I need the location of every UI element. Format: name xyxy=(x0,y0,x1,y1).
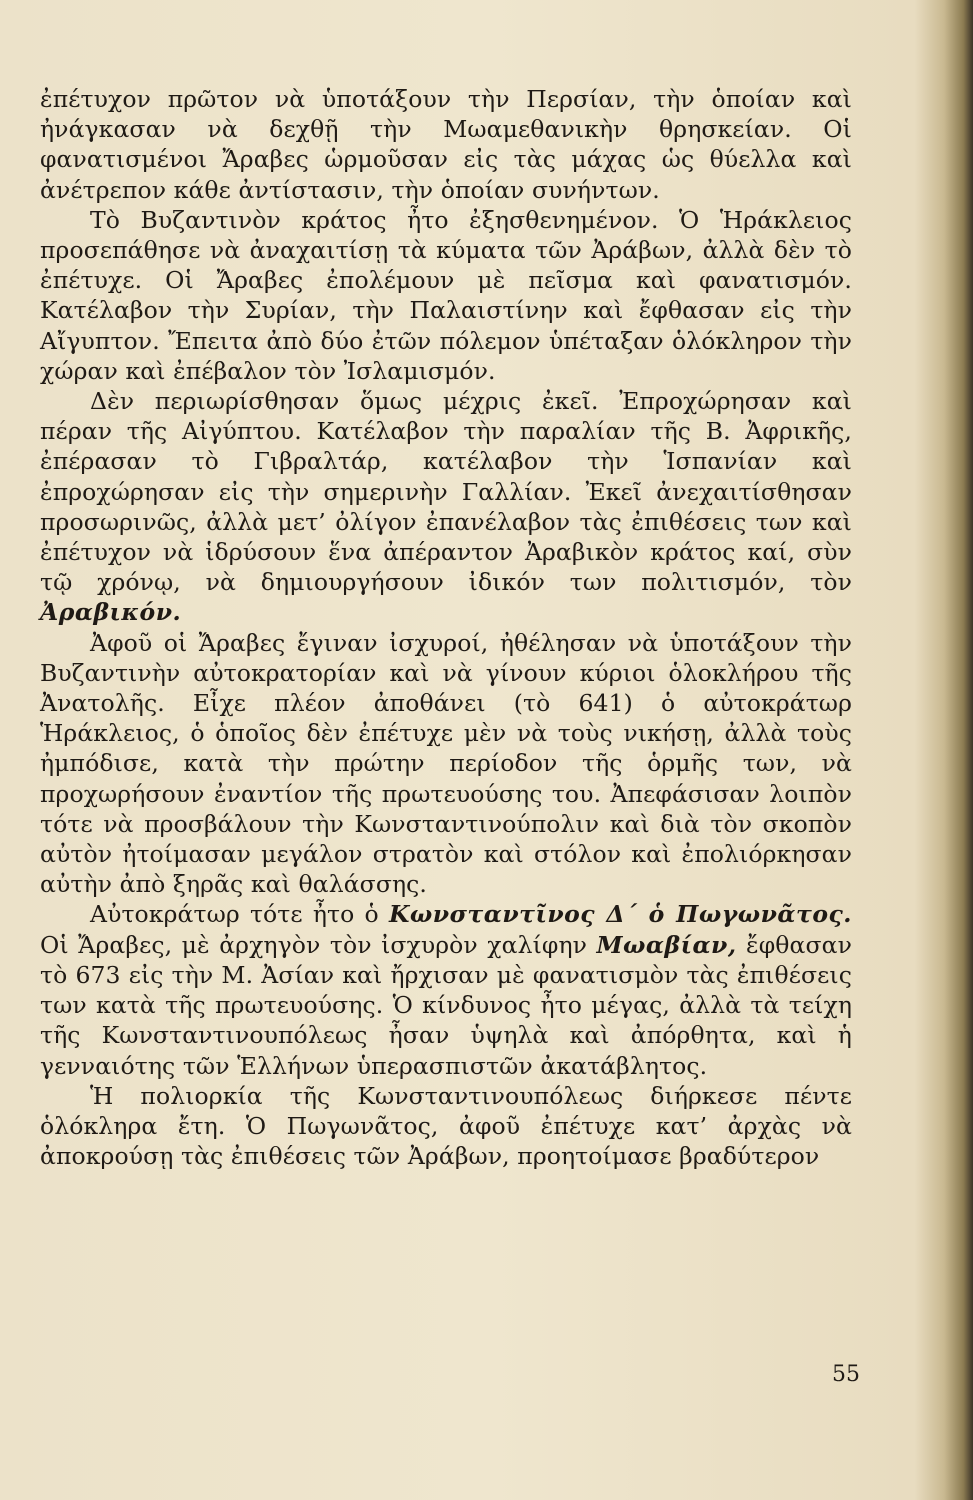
emphasized-term: Κωνσταντῖνος Δ΄ ὁ Πωγωνᾶτος. xyxy=(389,900,852,929)
text-run: Ἀφοῦ οἱ Ἄραβες ἔγιναν ἰσχυροί, ἠθέλησαν νὰ ὑποτάξουν τὴν Βυζαντινὴν αὐτοκρατορίαν καὶ νὰ γίνουν κύριοι ὁλοκλήρου τῆς Ἀνατολῆς. Εἶχε πλέον ἀποθάνει (τὸ 641) ὁ αὐτοκράτωρ Ἡράκλειος, ὁ ὁποῖος δὲν ἐπέτυχε μὲν νὰ τοὺς νικήσῃ, ἀλλὰ τοὺς ἠμπόδισε, κατὰ τὴν πρώτην περίοδον τῆς ὁρμῆς των, νὰ προχωρήσουν ἐναντίον τῆς πρωτευούσης του. Ἀπεφάσισαν λοιπὸν τότε νὰ προσβάλουν τὴν Κωνσταντινούπολιν καὶ διὰ τὸν σκοπὸν αὐτὸν ἠτοίμασαν μεγάλον στρατὸν καὶ στόλον καὶ ἐπολιόρκησαν αὐτὴν ἀπὸ ξηρᾶς καὶ θαλάσσης. xyxy=(40,628,852,899)
text-run: Αὐτοκράτωρ τότε ἦτο ὁ xyxy=(90,900,389,929)
text-run: ἔφθασαν τὸ 673 εἰς τὴν Μ. Ἀσίαν καὶ ἤρχισαν μὲ φανατισμὸν τὰς ἐπιθέσεις των κατὰ τῆς πρωτευούσης. Ὁ κίνδυνος ἦτο μέγας, ἀλλὰ τὰ τείχη τῆς Κωνσταντινουπόλεως ἦσαν ὑψηλὰ καὶ ἀπόρθητα, καὶ ἡ γενναιότης τῶν Ἑλλήνων ὑπερασπιστῶν ἀκατάβλητος. xyxy=(40,930,852,1080)
paragraph xyxy=(40,899,852,1080)
paragraph xyxy=(40,205,852,386)
text-run: Ἡ πολιορκία τῆς Κωνσταντινουπόλεως διήρκεσε πέντε ὁλόκληρα ἔτη. Ὁ Πωγωνᾶτος, ἀφοῦ ἐπέτυχε κατ’ ἀρχὰς νὰ ἀποκρούσῃ τὰς ἐπιθέσεις τῶν Ἀράβων, προητοίμασε βραδύτερον xyxy=(40,1081,852,1171)
emphasized-term: Ἀραβικόν. xyxy=(40,598,182,627)
body-text xyxy=(40,84,852,1171)
paragraph xyxy=(40,628,852,900)
paragraph xyxy=(40,386,852,628)
text-run: ἐπέτυχον πρῶτον νὰ ὑποτάξουν τὴν Περσίαν, τὴν ὁποίαν καὶ ἠνάγκασαν νὰ δεχθῇ τὴν Μωαμεθανικὴν θρησκείαν. Οἱ φανατισμένοι Ἄραβες ὡρμοῦσαν εἰς τὰς μάχας ὡς θύελλα καὶ ἀνέτρεπον κάθε ἀντίστασιν, τὴν ὁποίαν συνήντων. xyxy=(40,85,852,204)
paragraph xyxy=(40,84,852,205)
paragraph xyxy=(40,1081,852,1172)
page-number: 55 xyxy=(832,1362,860,1387)
text-run: Τὸ Βυζαντινὸν κράτος ἦτο ἐξησθενημένον. Ὁ Ἡράκλειος προσεπάθησε νὰ ἀναχαιτίσῃ τὰ κύματα τῶν Ἀράβων, ἀλλὰ δὲν τὸ ἐπέτυχε. Οἱ Ἄραβες ἐπολέμουν μὲ πεῖσμα καὶ φανατισμόν. Κατέλαβον τὴν Συρίαν, τὴν Παλαιστίνην καὶ ἔφθασαν εἰς τὴν Αἴγυπτον. Ἔπειτα ἀπὸ δύο ἐτῶν πόλεμον ὑπέταξαν ὁλόκληρον τὴν χώραν καὶ ἐπέβαλον τὸν Ἰσλαμισμόν. xyxy=(40,205,852,385)
emphasized-term: Μωαβίαν, xyxy=(596,930,737,959)
text-run: Δὲν περιωρίσθησαν ὅμως μέχρις ἐκεῖ. Ἐπροχώρησαν καὶ πέραν τῆς Αἰγύπτου. Κατέλαβον τὴν παραλίαν τῆς Β. Ἀφρικῆς, ἐπέρασαν τὸ Γιβραλτάρ, κατέλαβον τὴν Ἱσπανίαν καὶ ἐπροχώρησαν εἰς τὴν σημερινὴν Γαλλίαν. Ἐκεῖ ἀνεχαιτίσθησαν προσωρινῶς, ἀλλὰ μετ’ ὀλίγον ἐπανέλαβον τὰς ἐπιθέσεις των καὶ ἐπέτυχον νὰ ἱδρύσουν ἕνα ἀπέραντον Ἀραβικὸν κράτος καί, σὺν τῷ χρόνῳ, νὰ δημιουργήσουν ἰδικόν των πολιτισμόν, τὸν xyxy=(40,387,852,597)
text-run: Οἱ Ἄραβες, μὲ ἀρχηγὸν τὸν ἰσχυρὸν χαλίφην xyxy=(40,930,597,959)
